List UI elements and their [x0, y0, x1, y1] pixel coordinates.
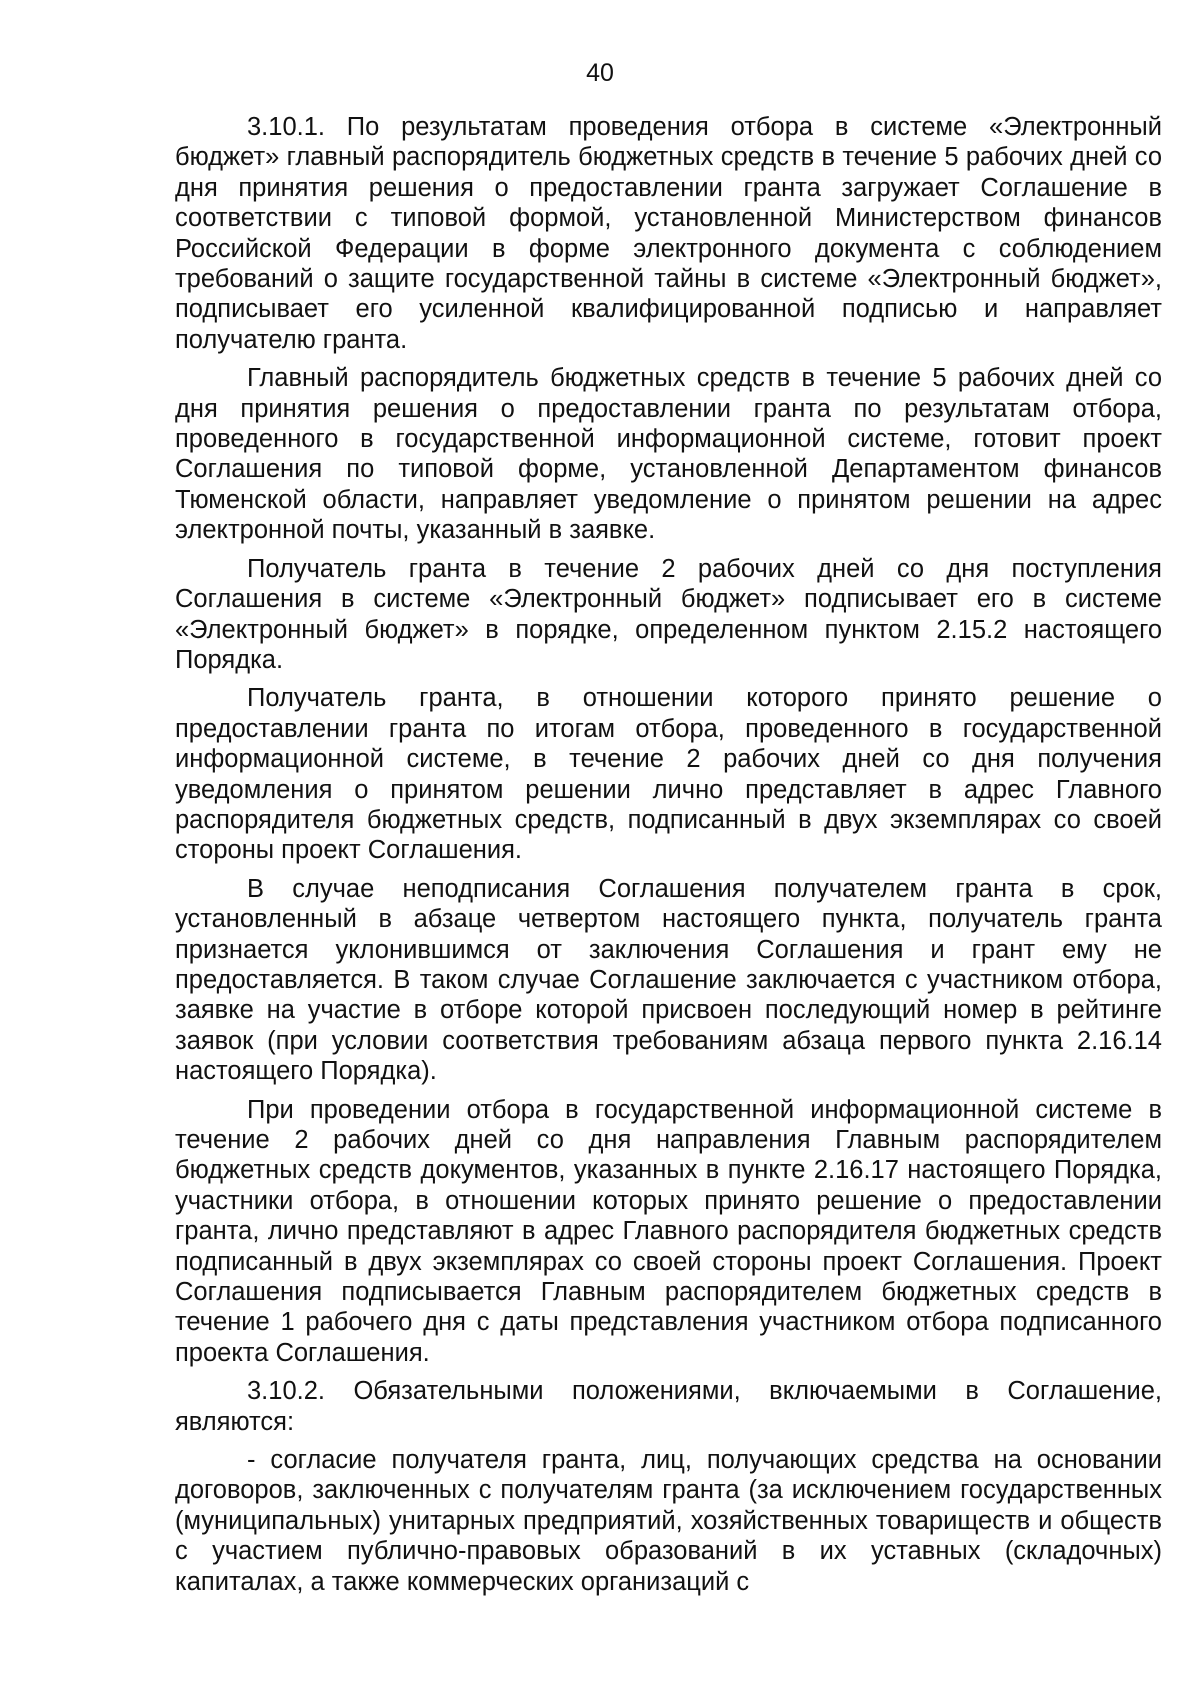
paragraph-3-10-1: 3.10.1. По результатам проведения отбора в системе «Электронный бюджет» главный распорядитель бюджетных средств в течение 5 рабочих дней со дня принятия решения о предоставлении гранта загружает Соглашение в соответствии с типовой формой, установленной Министерством финансов Российской Федерации в форме электронного документа с соблюдением требований о защите государственной тайны в системе «Электронный бюджет», подписывает его усиленной квалифицированной подписью и направляет получателю гранта.	[175, 113, 1162, 354]
paragraph-non-signing: В случае неподписания Соглашения получателем гранта в срок, установленный в абзаце четвертом настоящего пункта, получатель гранта признается уклонившимся от заключения Соглашения и грант ему не предоставляется. В таком случае Соглашение заключается с участником отбора, заявке на участие в отборе которой присвоен последующий номер в рейтинге заявок (при условии соответствия требованиям абзаца первого пункта 2.16.14 настоящего Порядка).	[175, 874, 1162, 1086]
page-number: 40	[586, 59, 614, 87]
paragraph-state-system-selection: При проведении отбора в государственной информационной системе в течение 2 рабочих дней со дня направления Главным распорядителем бюджетных средств документов, указанных в пункте 2.16.17 настоящего Порядка, участники отбора, в отношении которых принято решение о предоставлении гранта, лично представляют в адрес Главного распорядителя бюджетных средств подписанный в двух экземплярах со своей стороны проект Соглашения. Проект Соглашения подписывается Главным распорядителем бюджетных средств в течение 1 рабочего дня с даты представления участником отбора подписанного проекта Соглашения.	[175, 1095, 1162, 1367]
paragraph-consent-item: - согласие получателя гранта, лиц, получающих средства на основании договоров, заключенных с получателям гранта (за исключением государственных (муниципальных) унитарных предприятий, хозяйственных товариществ и обществ с участием публично-правовых образований в их уставных (складочных) капиталах, а также коммерческих организаций с	[175, 1446, 1162, 1596]
paragraph-3-10-2: 3.10.2. Обязательными положениями, включаемыми в Соглашение, являются:	[175, 1377, 1162, 1436]
paragraph-main-distributor: Главный распорядитель бюджетных средств в течение 5 рабочих дней со дня принятия решения о предоставлении гранта по результатам отбора, проведенного в государственной информационной системе, готовит проект Соглашения по типовой форме, установленной Департаментом финансов Тюменской области, направляет уведомление о принятом решении на адрес электронной почты, указанный в заявке.	[175, 364, 1162, 545]
paragraph-recipient-submits: Получатель гранта, в отношении которого принято решение о предоставлении гранта по итогам отбора, проведенного в государственной информационной системе, в течение 2 рабочих дней со дня получения уведомления о принятом решении лично представляет в адрес Главного распорядителя бюджетных средств, подписанный в двух экземплярах со своей стороны проект Соглашения.	[175, 684, 1162, 865]
document-body	[175, 112, 1162, 1605]
paragraph-recipient-signs: Получатель гранта в течение 2 рабочих дней со дня поступления Соглашения в системе «Электронный бюджет» подписывает его в системе «Электронный бюджет» в порядке, определенном пунктом 2.15.2 настоящего Порядка.	[175, 554, 1162, 674]
